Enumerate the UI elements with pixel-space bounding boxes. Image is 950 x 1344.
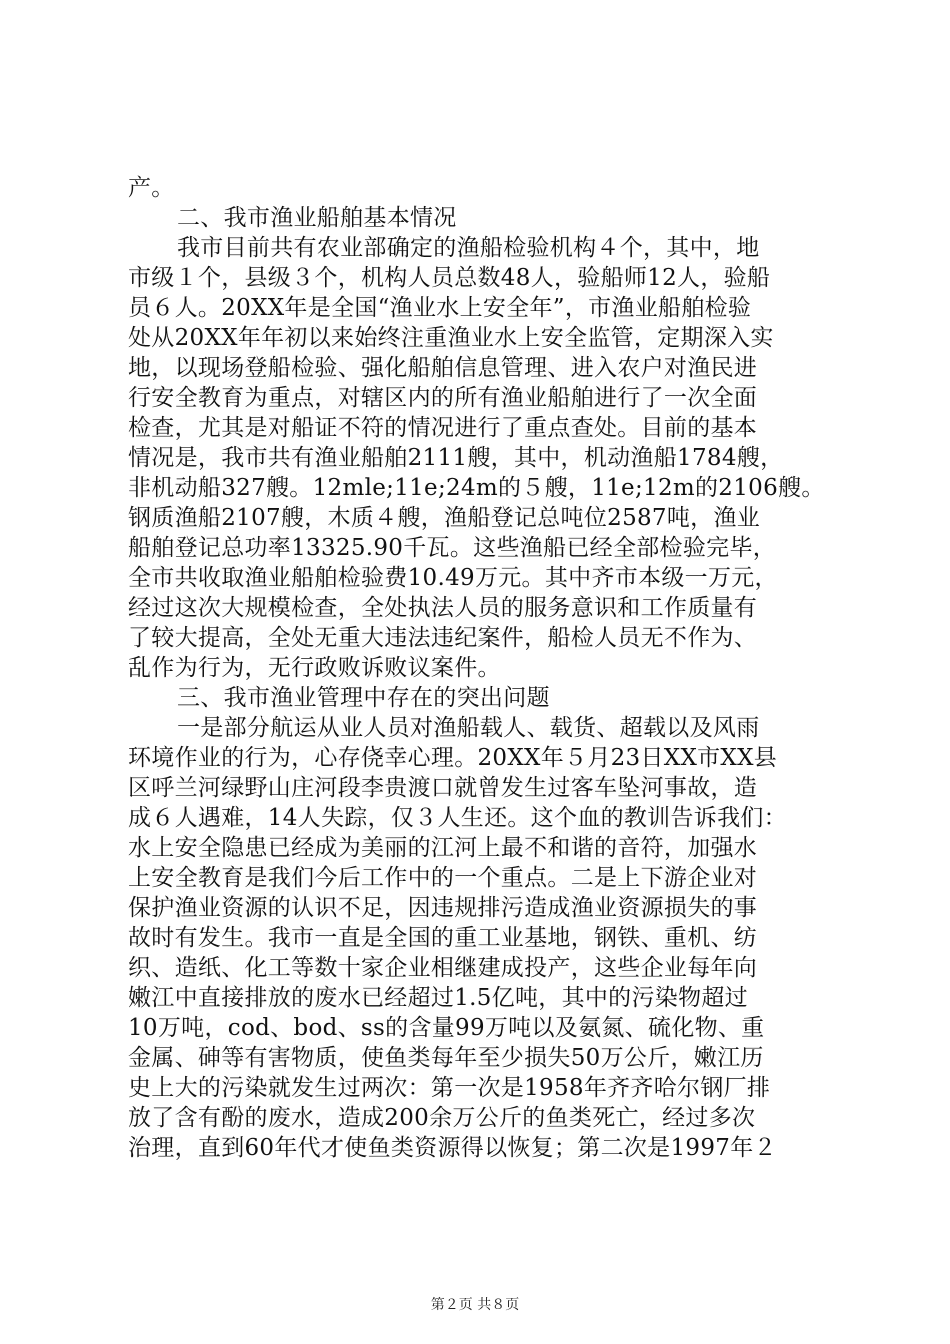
paragraph-line: 情况是，我市共有渔业船舶2111艘，其中，机动渔船1784艘， bbox=[128, 445, 784, 471]
paragraph-line: 员６人。20XX年是全国“渔业水上安全年”，市渔业船舶检验 bbox=[128, 295, 752, 321]
paragraph-line: 区呼兰河绿野山庄河段李贵渡口就曾发生过客车坠河事故，造 bbox=[128, 775, 758, 801]
paragraph-line: 一是部分航运从业人员对渔船载人、载货、超载以及风雨 bbox=[177, 715, 760, 741]
paragraph-line: 非机动船327艘。12mle;11e;24m的５艘，11e;12m的2106艘。 bbox=[128, 475, 825, 501]
paragraph-line: 金属、砷等有害物质，使鱼类每年至少损失50万公斤，嫩江历 bbox=[128, 1045, 764, 1071]
paragraph-line: 检查，尤其是对船证不符的情况进行了重点查处。目前的基本 bbox=[128, 415, 758, 441]
paragraph-line: 行安全教育为重点，对辖区内的所有渔业船舶进行了一次全面 bbox=[128, 385, 758, 411]
paragraph-line: 地，以现场登船检验、强化船舶信息管理、进入农户对渔民进 bbox=[128, 355, 758, 381]
paragraph-line: 产。 bbox=[128, 175, 175, 201]
paragraph-line: 10万吨，cod、bod、ss的含量99万吨以及氨氮、硫化物、重 bbox=[128, 1015, 765, 1041]
paragraph-line: 市级１个，县级３个，机构人员总数48人，验船师12人，验船 bbox=[128, 265, 771, 291]
paragraph-line: 织、造纸、化工等数十家企业相继建成投产，这些企业每年向 bbox=[128, 955, 758, 981]
paragraph-line: 水上安全隐患已经成为美丽的江河上最不和谐的音符，加强水 bbox=[128, 835, 758, 861]
paragraph-line: 放了含有酚的废水，造成200余万公斤的鱼类死亡，经过多次 bbox=[128, 1105, 756, 1131]
document-body bbox=[128, 173, 848, 1163]
paragraph-line: 经过这次大规模检查，全处执法人员的服务意识和工作质量有 bbox=[128, 595, 758, 621]
section-heading: 三、我市渔业管理中存在的突出问题 bbox=[177, 685, 550, 711]
paragraph-line: 钢质渔船2107艘，木质４艘，渔船登记总吨位2587吨，渔业 bbox=[128, 505, 761, 531]
paragraph-line: 环境作业的行为，心存侥幸心理。20XX年５月23日XX市XX县 bbox=[128, 745, 778, 771]
paragraph-line: 史上大的污染就发生过两次：第一次是1958年齐齐哈尔钢厂排 bbox=[128, 1075, 771, 1101]
section-heading: 二、我市渔业船舶基本情况 bbox=[177, 205, 457, 231]
page-number-footer: 第２页 共８页 bbox=[430, 1297, 520, 1313]
paragraph-line: 故时有发生。我市一直是全国的重工业基地，钢铁、重机、纺 bbox=[128, 925, 758, 951]
paragraph-line: 全市共收取渔业船舶检验费10.49万元。其中齐市本级一万元， bbox=[128, 565, 778, 591]
paragraph-line: 保护渔业资源的认识不足，因违规排污造成渔业资源损失的事 bbox=[128, 895, 758, 921]
paragraph-line: 上安全教育是我们今后工作中的一个重点。二是上下游企业对 bbox=[128, 865, 758, 891]
paragraph-line: 船舶登记总功率13325.90千瓦。这些渔船已经全部检验完毕， bbox=[128, 535, 777, 561]
paragraph-line: 治理，直到60年代才使鱼类资源得以恢复；第二次是1997年２ bbox=[128, 1135, 777, 1161]
paragraph-line: 嫩江中直接排放的废水已经超过1.5亿吨，其中的污染物超过 bbox=[128, 985, 748, 1011]
paragraph-line: 成６人遇难，14人失踪，仅３人生还。这个血的教训告诉我们： bbox=[128, 805, 787, 831]
paragraph-line: 乱作为行为，无行政败诉败议案件。 bbox=[128, 655, 501, 681]
paragraph-line: 处从20XX年年初以来始终注重渔业水上安全监管，定期深入实 bbox=[128, 325, 774, 351]
paragraph-line: 了较大提高，全处无重大违法违纪案件，船检人员无不作为、 bbox=[128, 625, 758, 651]
paragraph-line: 我市目前共有农业部确定的渔船检验机构４个，其中，地 bbox=[177, 235, 760, 261]
